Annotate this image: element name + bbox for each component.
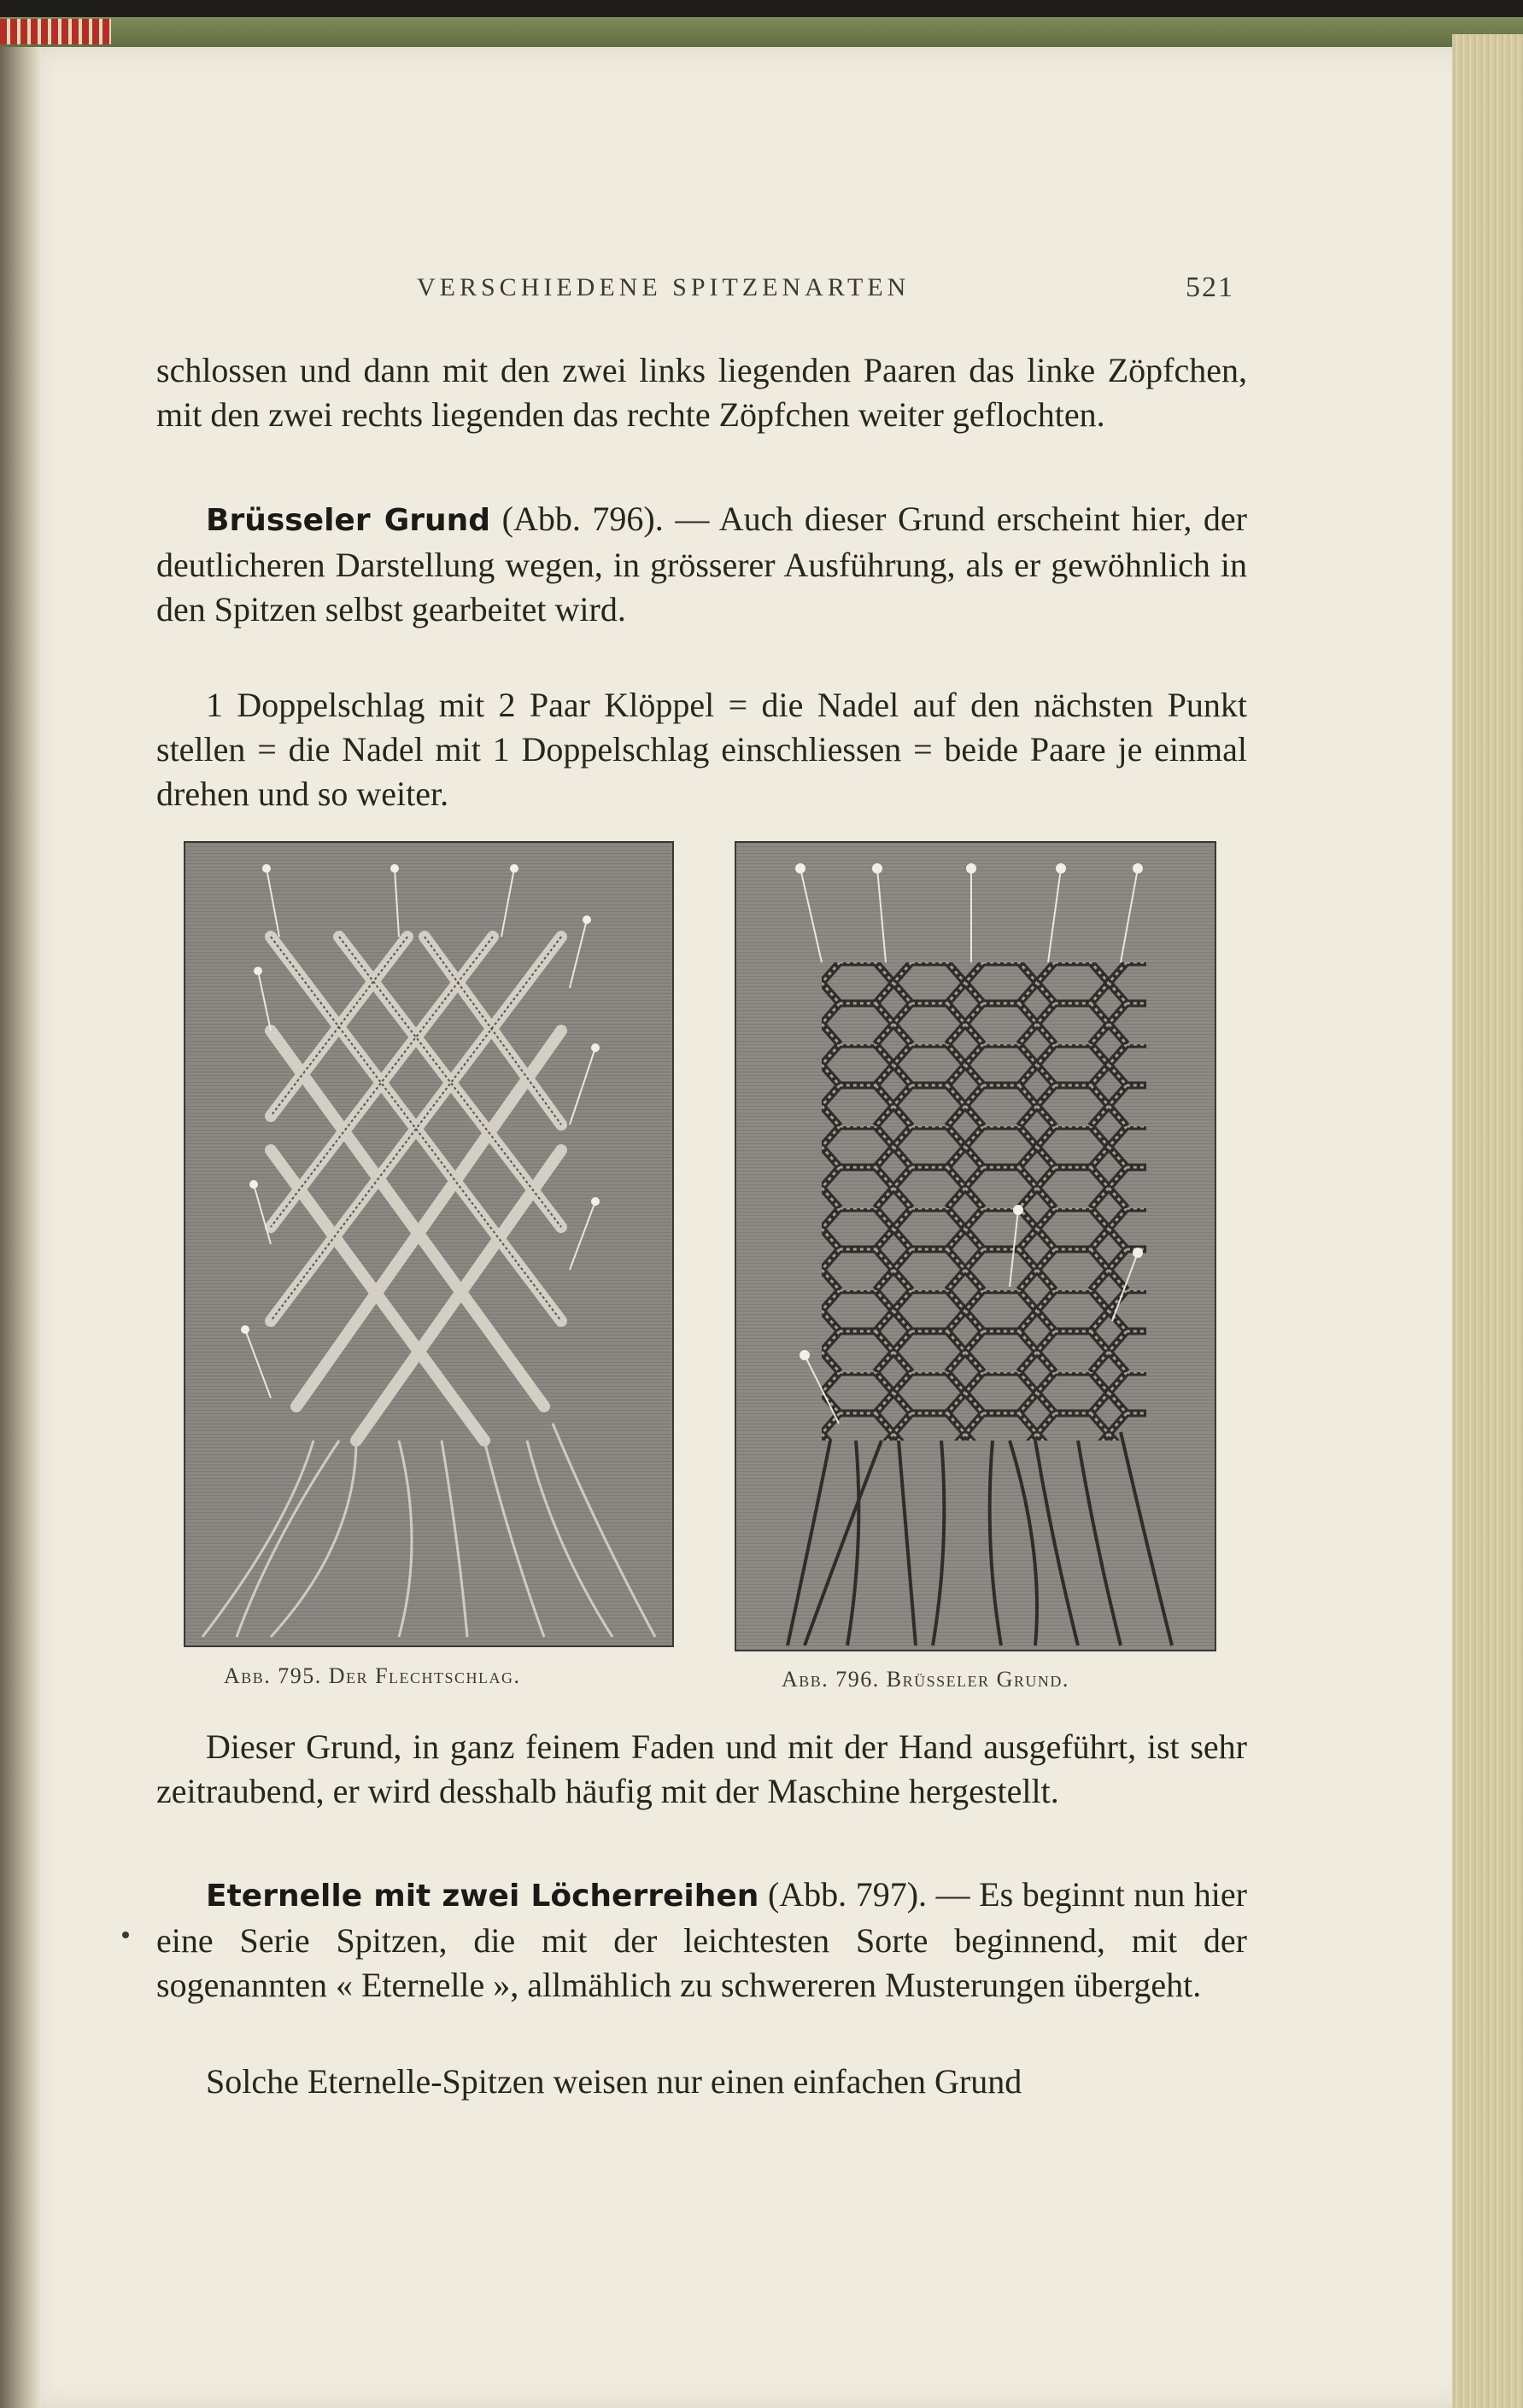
margin-mark [122, 1932, 129, 1938]
book-top-edge [0, 0, 1523, 17]
section-heading-eternelle: Eternelle mit zwei Löcherreihen [206, 1879, 759, 1914]
paragraph-2 [156, 497, 1247, 632]
figure-795-flechtschlag [184, 841, 674, 1647]
paragraph-6-text: Solche Eternelle-Spitzen weisen nur einen einfachen Grund [206, 2062, 1022, 2101]
paragraph-3 [156, 683, 1247, 816]
page-block-edge [1452, 34, 1523, 2408]
figure-796-bruesseler-grund [735, 841, 1216, 1651]
figure-795-illustration [185, 843, 672, 1645]
paragraph-4-text: Dieser Grund, in ganz feinem Faden und mit der Hand ausgeführt, ist sehr zeitraubend, er wird desshalb häufig mit der Maschine hergestellt. [156, 1727, 1247, 1810]
paragraph-6 [156, 2060, 1247, 2104]
paragraph-5 [156, 1873, 1247, 2008]
paragraph-1 [156, 348, 1247, 437]
book-cover-strip [0, 17, 1523, 50]
page-gutter [0, 47, 41, 2408]
paragraph-5-text: (Abb. 797). — Es beginnt nun hier eine Serie Spitzen, die mit der leichtesten Sorte beginnend, mit der sogenannten « Eternelle », allmählich zu schwereren Musterungen übergeht. [156, 1875, 1247, 2004]
running-head: VERSCHIEDENE SPITZENARTEN [417, 273, 911, 301]
page-number: 521 [1186, 272, 1234, 303]
paragraph-3-text: 1 Doppelschlag mit 2 Paar Klöppel = die Nadel auf den nächsten Punkt stellen = die Nadel mit 1 Doppelschlag einschliessen = beide Paare je einmal drehen und so weiter. [156, 686, 1247, 813]
paragraph-1-text: schlossen und dann mit den zwei links liegenden Paaren das linke Zöpfchen, mit den zwei rechts liegenden das rechte Zöpfchen weiter geflochten. [156, 351, 1247, 434]
section-heading-bruesseler-grund: Brüsseler Grund [206, 503, 491, 538]
figure-796-illustration [736, 843, 1215, 1650]
paragraph-4 [156, 1725, 1247, 1814]
figure-796-caption: Abb. 796. Brüsseler Grund. [782, 1667, 1069, 1692]
bookmark-ribbon [0, 19, 111, 44]
paragraph-2-text: (Abb. 796). — Auch dieser Grund erscheint hier, der deutlicheren Darstellung wegen, in grösserer Ausführung, als er gewöhnlich in den Spitzen selbst gearbeitet wird. [156, 500, 1248, 628]
figure-795-caption: Abb. 795. Der Flechtschlag. [224, 1663, 521, 1688]
